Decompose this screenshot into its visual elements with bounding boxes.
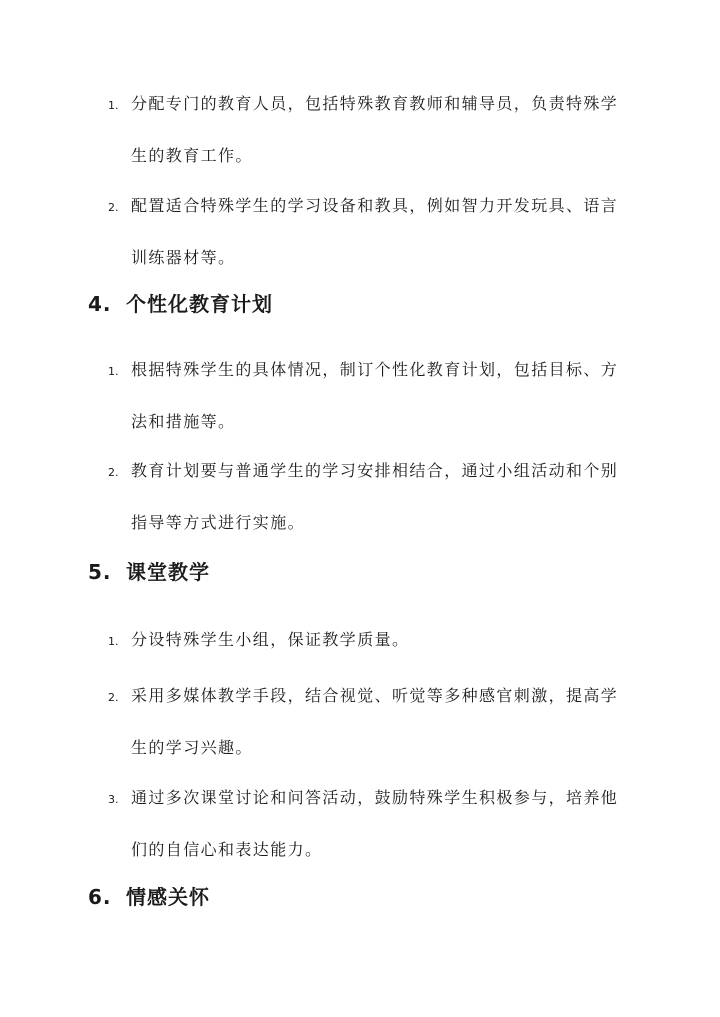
list-item-text: 教育计划要与普通学生的学习安排相结合，通过小组活动和个别指导等方式进行实施。	[131, 461, 619, 532]
section-title: 情感关怀	[126, 885, 210, 909]
list-marker: 3.	[108, 793, 119, 806]
list-marker: 2.	[108, 201, 119, 214]
list-marker: 1.	[108, 99, 119, 112]
list-item	[108, 451, 628, 549]
list-item-text: 根据特殊学生的具体情况，制订个性化教育计划，包括目标、方法和措施等。	[131, 360, 619, 431]
list-item	[108, 778, 628, 876]
section-heading	[88, 288, 273, 317]
list-item-text: 分配专门的教育人员，包括特殊教育教师和辅导员，负责特殊学生的教育工作。	[131, 94, 619, 165]
list-marker: 1.	[108, 365, 119, 378]
section-number: 6.	[88, 885, 112, 909]
list-marker: 2.	[108, 691, 119, 704]
list-item-text: 采用多媒体教学手段，结合视觉、听觉等多种感官刺激，提高学生的学习兴趣。	[131, 686, 619, 757]
list-item	[108, 350, 628, 448]
list-item	[108, 620, 628, 666]
section-title: 课堂教学	[126, 560, 210, 584]
section-title: 个性化教育计划	[126, 292, 273, 316]
list-item	[108, 676, 628, 774]
list-item	[108, 84, 628, 182]
list-item-text: 通过多次课堂讨论和问答活动，鼓励特殊学生积极参与，培养他们的自信心和表达能力。	[131, 788, 619, 859]
section-number: 5.	[88, 560, 112, 584]
list-marker: 2.	[108, 466, 119, 479]
list-item-text: 配置适合特殊学生的学习设备和教具，例如智力开发玩具、语言训练器材等。	[131, 196, 619, 267]
list-item-text: 分设特殊学生小组，保证教学质量。	[131, 630, 410, 649]
list-item	[108, 186, 628, 284]
section-number: 4.	[88, 292, 112, 316]
list-marker: 1.	[108, 635, 119, 648]
section-heading	[88, 556, 210, 585]
section-heading	[88, 881, 210, 910]
